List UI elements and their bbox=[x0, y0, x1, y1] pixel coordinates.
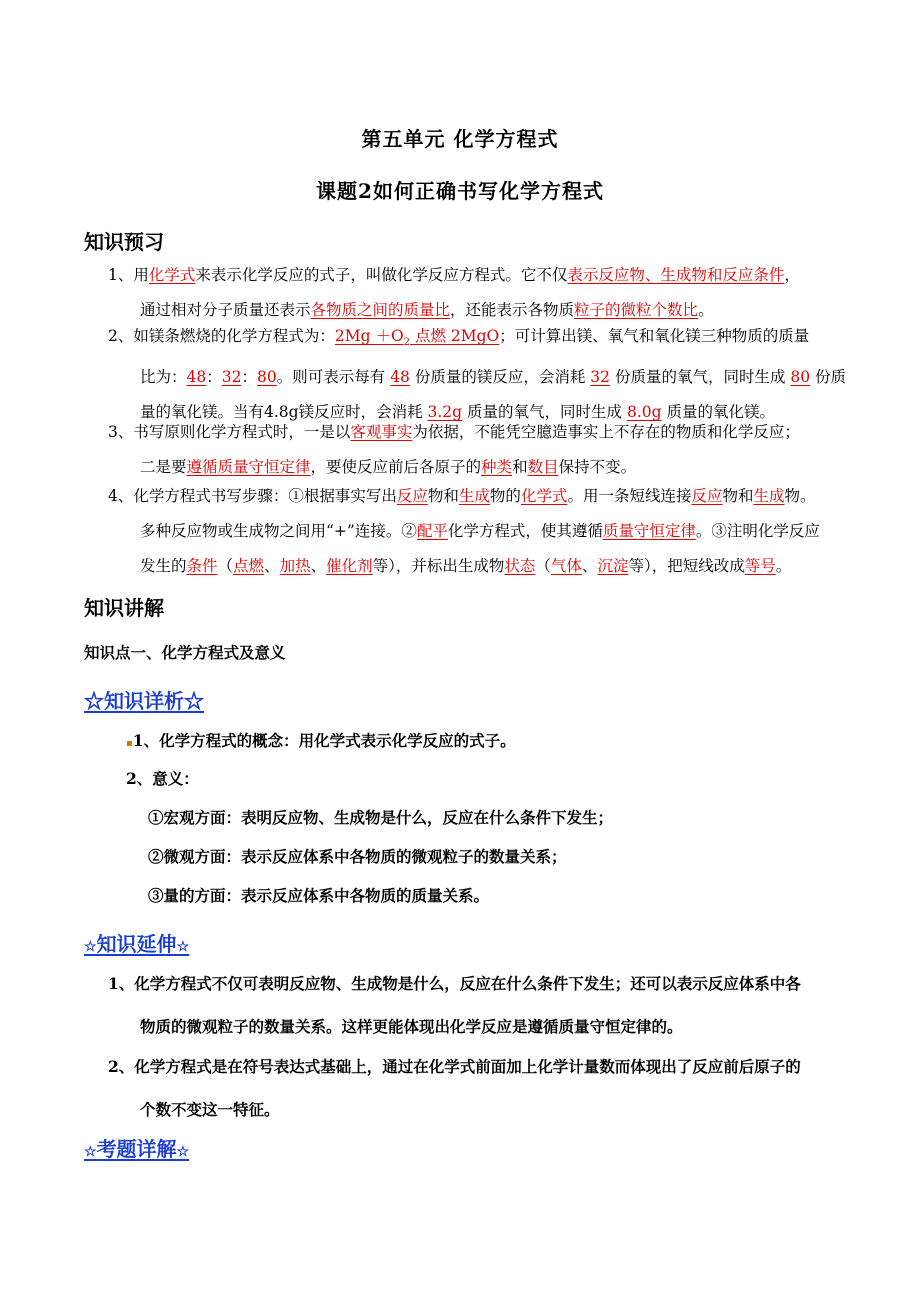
answer: 粒子的微粒个数比 bbox=[574, 301, 699, 319]
unit-title: 第五单元 化学方程式 bbox=[361, 127, 559, 151]
answer: 表示反应物、生成物和反应条件 bbox=[567, 266, 785, 284]
knowledge-point-title: 知识点一、化学方程式及意义 bbox=[84, 643, 286, 662]
answer: 化学式 bbox=[148, 266, 196, 284]
lesson-title: 课题2如何正确书写化学方程式 bbox=[316, 179, 604, 203]
preview-paragraph-4: 4、化学方程式书写步骤：①根据事实写出反应物和生成物的化学式。用一条短线连接反应物和生成物。 多种反应物或生成物之间用“+”连接。②配平化学方程式，使其遵循质量守恒定律。③注明化学反应 发生的条件（点燃、加热、催化剂等），并标出生成物状态（气体、沉淀等），把短线改成等号。 bbox=[108, 487, 820, 575]
detail-item-2: 2、意义： bbox=[126, 769, 199, 788]
preview-paragraph-3: 3、书写原则化学方程式时，一是以客观事实为依据，不能凭空臆造事实上不存在的物质和化学反应； 二是要遵循质量守恒定律，要使反应前后各原子的种类和数目保持不变。 bbox=[108, 423, 800, 476]
extension-item-1: 1、化学方程式不仅可表明反应物、生成物是什么，反应在什么条件下发生；还可以表示反应体系中各 物质的微观粒子的数量关系。这样更能体现出化学反应是遵循质量守恒定律的。 bbox=[108, 974, 801, 1036]
answer: 各物质之间的质量比 bbox=[310, 301, 451, 319]
meaning-micro: ②微观方面：表示反应体系中各物质的微观粒子的数量关系； bbox=[148, 847, 567, 866]
meaning-quantity: ③量的方面：表示反应体系中各物质的质量关系。 bbox=[148, 886, 490, 905]
preview-paragraph-2: 2、如镁条燃烧的化学方程式为：$2Mg +O_2$ 点燃 2MgO；可计算出镁、氧气和氧化镁三种物质的质量 比为：48：32：80。则可表示每有 48 份质量的镁反应，会消耗 32 份质量的氧气，同时生成 80 份质 量的氧化镁。当有4.8g镁反应时，会消耗 3.2g 质量的氧气，同时生成 8.0g 质量的氧化镁。 bbox=[108, 327, 847, 422]
preview-heading: 知识预习 bbox=[84, 230, 164, 254]
detail-item-1: ▪1、化学方程式的概念：用化学式表示化学反应的式子。 bbox=[126, 731, 516, 750]
lecture-heading: 知识讲解 bbox=[84, 596, 164, 620]
extension-heading-link[interactable]: ☆知识延伸☆ bbox=[84, 932, 190, 956]
equation: $2Mg +O_2$ 点燃 2MgO bbox=[334, 327, 500, 349]
bookmark-icon: ▪ bbox=[126, 738, 133, 749]
exam-heading-link[interactable]: ☆考题详解☆ bbox=[84, 1137, 190, 1161]
extension-item-2: 2、化学方程式是在符号表达式基础上，通过在化学式前面加上化学计量数而体现出了反应前后原子的 个数不变这一特征。 bbox=[108, 1057, 801, 1119]
meaning-macro: ①宏观方面：表明反应物、生成物是什么，反应在什么条件下发生； bbox=[148, 808, 614, 827]
detail-heading-link[interactable]: ☆知识详析☆ bbox=[84, 689, 204, 713]
preview-paragraph-1: 1、用化学式来表示化学反应的式子，叫做化学反应方程式。它不仅表示反应物、生成物和反应条件， 通过相对分子质量还表示各物质之间的质量比，还能表示各物质粒子的微粒个数比。 bbox=[108, 266, 800, 319]
